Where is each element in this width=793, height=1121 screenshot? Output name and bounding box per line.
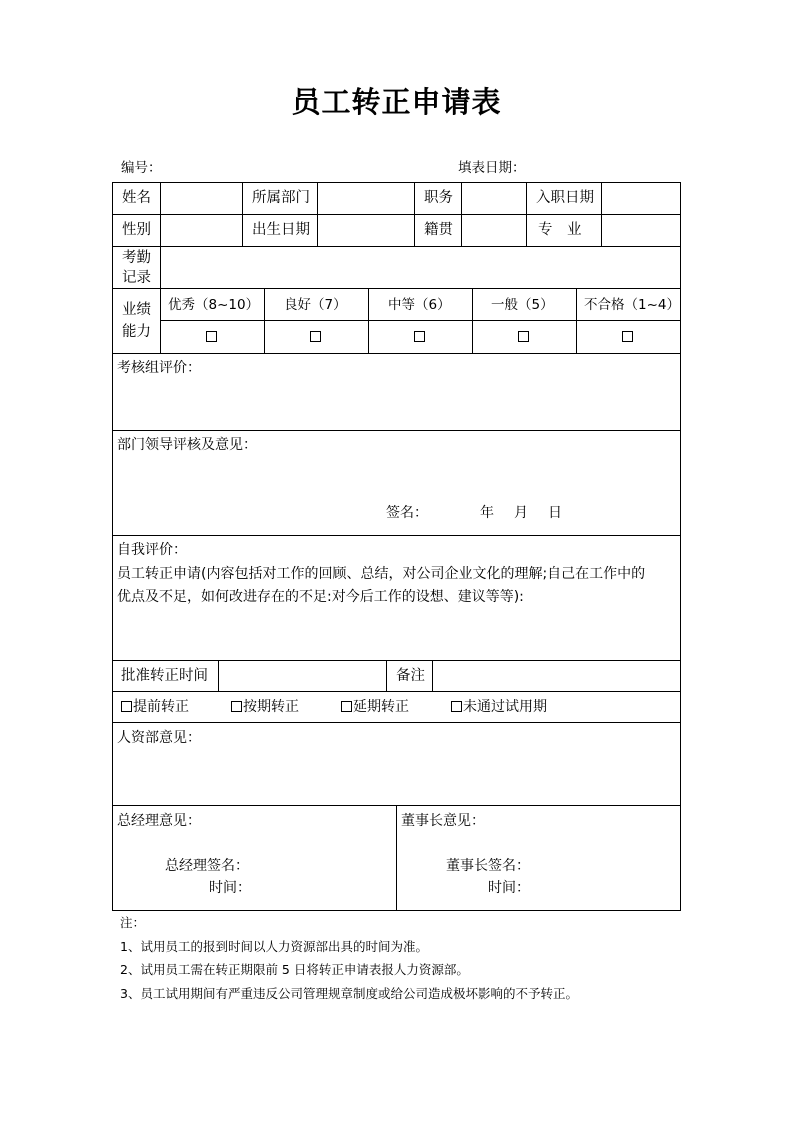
col-divider [368,288,369,353]
grade-medium-checkbox[interactable] [414,331,425,342]
grade-excellent-label: 优秀（8~10） [168,297,260,313]
page-title: 员工转正申请表 [291,85,502,119]
grade-excellent-checkbox[interactable] [206,331,217,342]
notes-heading: 注： [120,915,146,930]
join-date-field[interactable] [602,183,680,214]
row-divider [112,353,681,354]
dept-leader-sign-label: 签名： [386,505,428,521]
position-field[interactable] [462,183,526,214]
approval-time-label: 批准转正时间 [121,668,208,684]
row-divider [112,430,681,431]
attendance-field[interactable] [161,247,680,288]
gender-field[interactable] [161,215,242,246]
col-divider [264,288,265,353]
review-group-field[interactable] [113,380,680,429]
approval-time-field[interactable] [219,661,386,691]
note-item: 1、试用员工的报到时间以人力资源部出具的时间为准。 [120,939,428,954]
on-time-regularization-checkbox[interactable] [231,701,242,712]
grade-average-label: 一般（5） [491,297,554,313]
failed-probation-label: 未通过试用期 [463,699,547,715]
major-field[interactable] [602,215,680,246]
col-divider [386,660,387,691]
gender-label: 性别 [122,222,151,238]
performance-label-line1: 业绩 [122,302,151,318]
chairman-time-label: 时间： [488,880,530,896]
gm-time-label: 时间： [209,880,251,896]
hometown-field[interactable] [462,215,526,246]
grade-average-checkbox[interactable] [518,331,529,342]
chairman-opinion-label: 董事长意见： [401,813,485,829]
hr-opinion-label: 人资部意见： [117,730,201,746]
early-regularization-label: 提前转正 [133,699,189,715]
self-eval-label: 自我评价： [117,542,187,558]
chairman-sign-label: 董事长签名： [446,858,530,874]
position-label: 职务 [424,190,453,206]
row-divider [112,535,681,536]
row-divider [112,288,681,289]
grade-good-label: 良好（7） [284,297,347,313]
hometown-label: 籍贯 [424,222,453,238]
name-label: 姓名 [122,190,151,206]
department-field[interactable] [318,183,414,214]
self-eval-instruction-line1: 员工转正申请(内容包括对工作的回顾、总结，对公司企业文化的理解;自己在工作中的 [117,566,646,582]
col-divider [576,288,577,353]
name-field[interactable] [161,183,242,214]
performance-label-line2: 能力 [122,324,151,340]
year-label: 年 [480,505,494,521]
gm-opinion-label: 总经理意见： [117,813,201,829]
grade-fail-checkbox[interactable] [622,331,633,342]
failed-probation-checkbox[interactable] [451,701,462,712]
self-eval-instruction-line2: 优点及不足，如何改进存在的不足:对今后工作的设想、建议等等): [117,589,524,605]
dept-leader-label: 部门领导评核及意见： [117,437,257,453]
grade-good-checkbox[interactable] [310,331,321,342]
col-divider [526,182,527,246]
department-label: 所属部门 [252,190,310,206]
early-regularization-checkbox[interactable] [121,701,132,712]
hr-opinion-field[interactable] [113,750,680,804]
self-eval-field[interactable] [113,610,680,659]
note-item: 2、试用员工需在转正期限前 5 日将转正申请表报人力资源部。 [120,962,469,977]
delayed-regularization-label: 延期转正 [353,699,409,715]
col-divider [396,805,397,911]
col-divider [472,288,473,353]
row-divider [112,691,681,692]
day-label: 日 [548,505,562,521]
birth-date-label: 出生日期 [252,222,310,238]
grade-medium-label: 中等（6） [388,297,451,313]
remark-label: 备注 [396,668,425,684]
row-divider [160,320,681,321]
month-label: 月 [514,505,528,521]
note-item: 3、员工试用期间有严重违反公司管理规章制度或给公司造成极坏影响的不予转正。 [120,986,578,1001]
attendance-label-line1: 考勤 [122,250,151,266]
row-divider [112,722,681,723]
number-label: 编号： [121,160,162,176]
dept-leader-field[interactable] [113,457,680,497]
grade-fail-label: 不合格（1~4） [584,297,680,313]
col-divider [414,182,415,246]
birth-date-field[interactable] [318,215,414,246]
on-time-regularization-label: 按期转正 [243,699,299,715]
remark-field[interactable] [433,661,680,691]
attendance-label-line2: 记录 [122,270,151,286]
col-divider [242,182,243,246]
gm-sign-label: 总经理签名： [165,858,249,874]
join-date-label: 入职日期 [536,190,594,206]
review-group-label: 考核组评价： [117,360,201,376]
delayed-regularization-checkbox[interactable] [341,701,352,712]
major-label: 专 业 [538,222,582,238]
fill-date-label: 填表日期： [458,160,526,176]
